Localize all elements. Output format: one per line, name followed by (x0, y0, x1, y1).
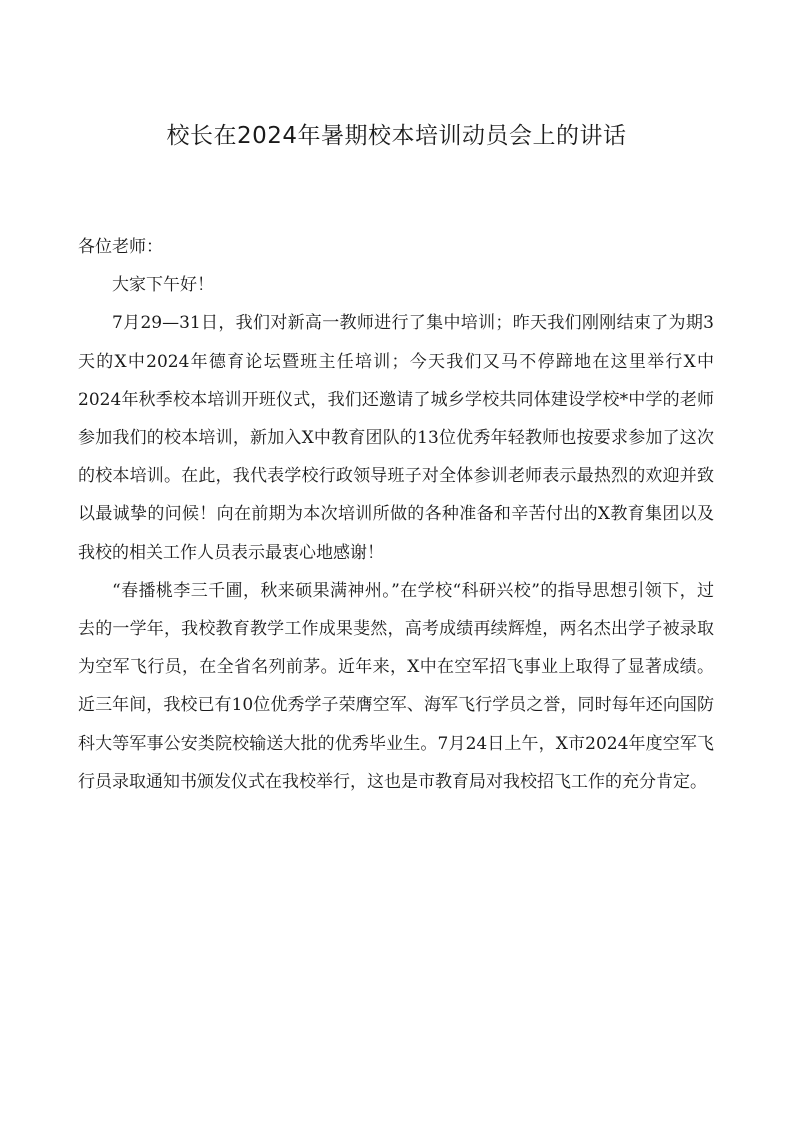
greeting: 大家下午好！ (112, 275, 214, 296)
paragraph: 7月29—31日，我们对新高一教师进行了集中培训；昨天我们刚刚结束了为期3天的X中2024年德育论坛暨班主任培训；今天我们又马不停蹄地在这里举行X中2024年秋季校本培训开班仪式，我们还邀请了城乡学校共同体建设学校*中学的老师参加我们的校本培训，新加入X中教育团队的13位优秀年轻教师也按要求参加了这次的校本培训。在此，我代表学校行政领导班子对全体参训老师表示最热烈的欢迎并致以最诚挚的问候！向在前期为本次培训所做的各种准备和辛苦付出的X教育集团以及我校的相关工作人员表示最衷心地感谢！ (78, 313, 714, 563)
document-title: 校长在2024年暑期校本培训动员会上的讲话 (166, 123, 627, 149)
paragraph: “春播桃李三千圃，秋来硕果满神州。”在学校“科研兴校”的指导思想引领下，过去的一学年，我校教育教学工作成果斐然，高考成绩再续辉煌，两名杰出学子被录取为空军飞行员，在全省名列前茅。近年来，X中在空军招飞事业上取得了显著成绩。近三年间，我校已有10位优秀学子荣膺空军、海军飞行学员之誉，同时每年还向国防科大等军事公安类院校输送大批的优秀毕业生。7月24日上午，X市2024年度空军飞行员录取通知书颁发仪式在我校举行，这也是市教育局对我校招飞工作的充分肯定。 (78, 580, 714, 792)
salutation: 各位老师： (78, 237, 163, 257)
document-body (78, 228, 714, 801)
